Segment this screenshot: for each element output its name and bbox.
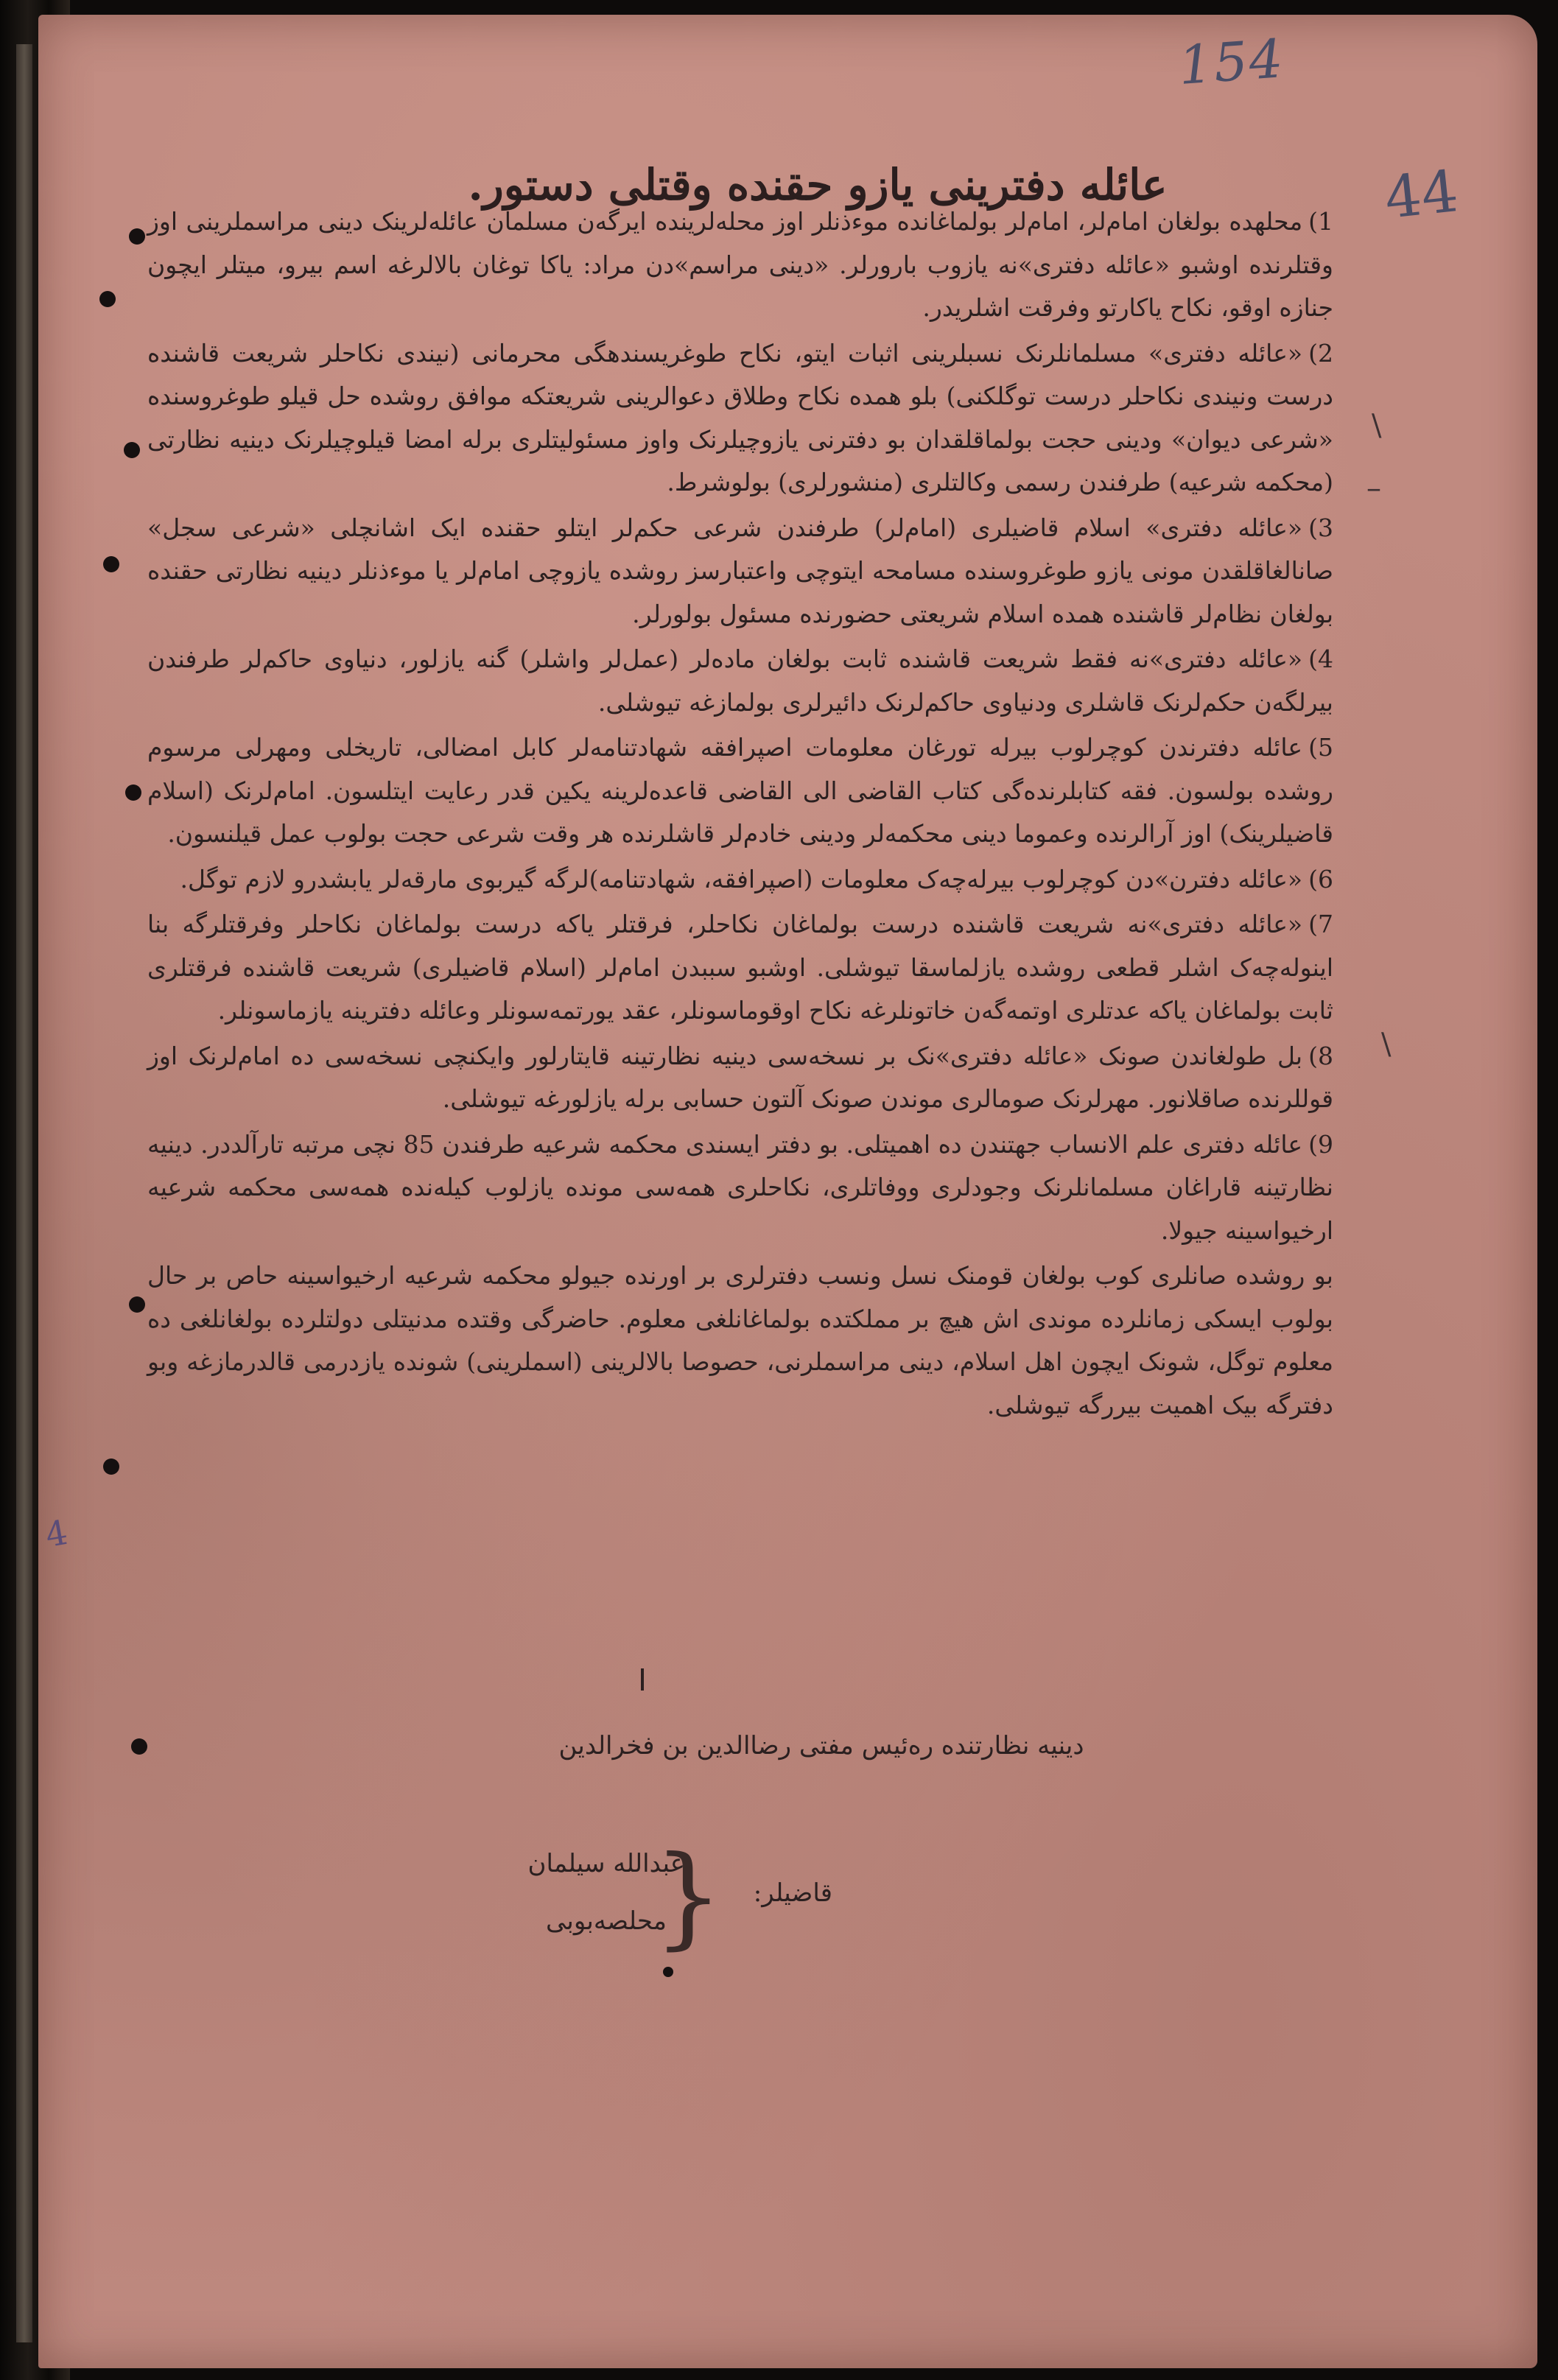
margin-tick: –	[1366, 471, 1381, 505]
paragraph-number: 6)	[1308, 864, 1333, 894]
punch-hole	[125, 784, 141, 801]
paragraph-number: 1)	[1308, 207, 1333, 236]
paragraph-text: «عائله دفتری» مسلمانلرنک نسبلرینی اثبات ایتو، نکاح طوغریسندهگی محرمانی (نیندی نکاحلر شریعت قاشنده درست ونیندی نکاحلر درست توگلکنی) بلو همده نکاح وطلاق دعوالرینی شریعتکه موافق روشده حل قیلو طوغروسنده «شرعی دیوان» ودینی حجت بولماقلقدان بو دفترنی یازوچیلرنک واوز مسئولیتلری برله امضا قیلوچیلرنک دینیه نظارتی (محکمه شرعیه) طرفندن رسمی وکالتلری (منشورلری) بولوشرط.	[147, 338, 1333, 496]
document-title: عائله دفترینی یازو حقنده وقتلی دستور.	[468, 159, 1168, 210]
folio-number: 154	[1176, 27, 1287, 96]
paragraph-text: «عائله دفتری» اسلام قاضیلری (امام‌لر) طرفندن شرعی حکم‌لر ایتلو حقنده ایک اشانچلی «شرعی سجل» صانالغاقلقدن مونی یازو طوغروسنده مسامحه ایتوچی واعتبارسز روشده یازوچی امام‌لر یا موءذنلر دینیه نظارتی حقنده بولغان نظام‌لر قاشنده همده اسلام شریعتی حضورنده مسئول بولورلر.	[147, 513, 1333, 628]
paragraph-text: بو روشده صانلری کوب بولغان قومنک نسل ونسب دفترلری بر اورنده جیولو محکمه شرعیه ارخیواسینه حاص بر حال بولوب ایسکی زمانلرده موندی اش هیچ بر مملکتده بولماغانلغی معلوم. حاضرگی وقتده مدنیتلی دولتلرده بولغانلغی ده معلوم توگل، شونک ایچون اهل اسلام، دینی مراسملرنی، حصوصا بالالرینی (اسملرینی) شونده یازدرمی قالدرمازغه وبو دفترگه بیک اهمیت بیررگه تیوشلی.	[147, 1261, 1333, 1419]
corner-pencil-mark: 44	[1381, 158, 1461, 232]
paragraph-number: 7)	[1308, 910, 1333, 938]
paragraph-text: بل طولغاندن صونک «عائله دفتری»نک بر نسخەسی دینیه نظارتینه قایتارلور وایکنچی نسخەسی ده امام‌لرنک اوز قوللرنده صاقلانور. مهرلرنک صومالری موندن صونک آلتون حسابی برله یازلورغه تیوشلی.	[147, 1041, 1333, 1113]
paragraph-3	[147, 507, 1333, 636]
paragraph-1	[147, 200, 1333, 330]
paragraph-4	[147, 638, 1333, 724]
paragraph-number: 3)	[1308, 513, 1333, 542]
paragraph-text: عائله دفترندن کوچرلوب بیرله تورغان معلومات اصپرافقه شهادتنامه‌لر کابل امضالی، تاریخلی ومهرلی مرسوم روشده بولسون. فقه کتابلرنده‌گی کتاب القاضی الی القاضی قاعده‌لرینه یکین قدر رعایت ایتلسون. امام‌لرنک (اسلام قاضیلرینک) اوز آرالرنده وعموما دینی محکمه‌لر ودینی خادم‌لر قاشلرنده هر وقت شرعی حجت بولوب عمل قیلنسون.	[147, 733, 1333, 848]
paragraph-number: 4)	[1308, 645, 1333, 673]
signatories-brace: {	[653, 1833, 723, 1961]
paragraph-2	[147, 332, 1333, 505]
punch-hole	[129, 228, 145, 245]
margin-tick: \	[1372, 409, 1382, 443]
ink-stroke	[641, 1668, 644, 1691]
paragraph-number: 9)	[1308, 1129, 1333, 1159]
signatory-name: عبدالله سیلمان	[527, 1849, 685, 1878]
punch-hole	[124, 442, 140, 458]
paragraph-5	[147, 726, 1333, 856]
paragraph-number: 5)	[1308, 733, 1333, 762]
paragraph-9	[147, 1123, 1333, 1253]
paragraph-number: 8)	[1308, 1041, 1333, 1070]
ink-spot	[663, 1967, 673, 1977]
punch-hole	[131, 1738, 147, 1755]
punch-hole	[129, 1296, 145, 1313]
margin-pencil-mark: 4	[42, 1512, 71, 1556]
paragraph-text: عائله دفتری علم الانساب جهتندن ده اهمیتلی. بو دفتر ایسندی محکمه شرعیه طرفندن 85 نچی مرتبه تارآلددر. دینیه نظارتینه قاراغان مسلمانلرنک وجودلری ووفاتلری، نکاحلری همەسی مونده یازلوب کیلەنده همەسی محکمه شرعیه ارخیواسینه جیولا.	[147, 1129, 1333, 1245]
signatories-label: قاضیلر:	[753, 1878, 832, 1908]
punch-hole	[99, 291, 116, 307]
paragraph-number: 2)	[1308, 338, 1333, 368]
punch-hole	[103, 1458, 119, 1475]
document-body	[147, 200, 1333, 1427]
signature-line: دینیه نظارتنده رەئیس مفتی رضاالدین بن فخرالدین	[558, 1731, 1084, 1761]
punch-hole	[103, 556, 119, 572]
paragraph-text: «عائله دفتری»نه فقط شریعت قاشنده ثابت بولغان ماده‌لر (عمل‌لر واشلر) گنه یازلور، دنیاوی حاکم‌لر طرفندن بیرلگەن حکم‌لرنک قاشلری ودنیاوی حاکم‌لرنک دائیرلری بولمازغه تیوشلی.	[147, 645, 1333, 717]
paragraph-7	[147, 903, 1333, 1033]
signatory-role: محلصه‌بوبی	[546, 1906, 667, 1936]
binding-strip	[16, 44, 32, 2342]
paragraph-text: «عائله دفترن»دن کوچرلوب بیرلەچەک معلومات (اصپرافقه، شهادتنامه)لرگه گیربوی مارقه‌لر یابشدرو لازم توگل.	[180, 864, 1303, 894]
paragraph-text: «عائله دفتری»نه شریعت قاشنده درست بولماغان نکاحلر، فرقتلر یاکه درست بولماغان نکاحلر وفرقتلرگه بنا اینوله‌چەک اشلر قطعی روشده یازلماسقا تیوشلی. اوشبو سببدن امام‌لر (اسلام قاضیلری) شریعت قاشنده فرقتلری ثابت بولماغان یاکه عدتلری اوتمەگەن خاتونلرغه نکاح اوقوماسونلر، عقد یورتمەسونلر وعائله دفترینه یازماسونلر.	[147, 910, 1333, 1025]
paragraph-8	[147, 1035, 1333, 1121]
margin-tick: \	[1381, 1028, 1392, 1061]
paragraph-text: محلهده بولغان امام‌لر، امام‌لر بولماغانده موءذنلر اوز محله‌لرینده ایرگەن مسلمان عائله‌لرینک دینی مراسملرینی اوز وقتلرنده اوشبو «عائله دفتری»نه یازوب بارورلر. «دینی مراسم»دن مراد: یاکا توغان بالالرغه اسم بیرو، میتلر ایچون جنازه اوقو، نکاح یاکارتو وفرقت اشلریدر.	[147, 207, 1333, 322]
paragraph-closing	[147, 1254, 1333, 1427]
signatories-block	[471, 1833, 832, 1961]
paragraph-6	[147, 858, 1333, 902]
